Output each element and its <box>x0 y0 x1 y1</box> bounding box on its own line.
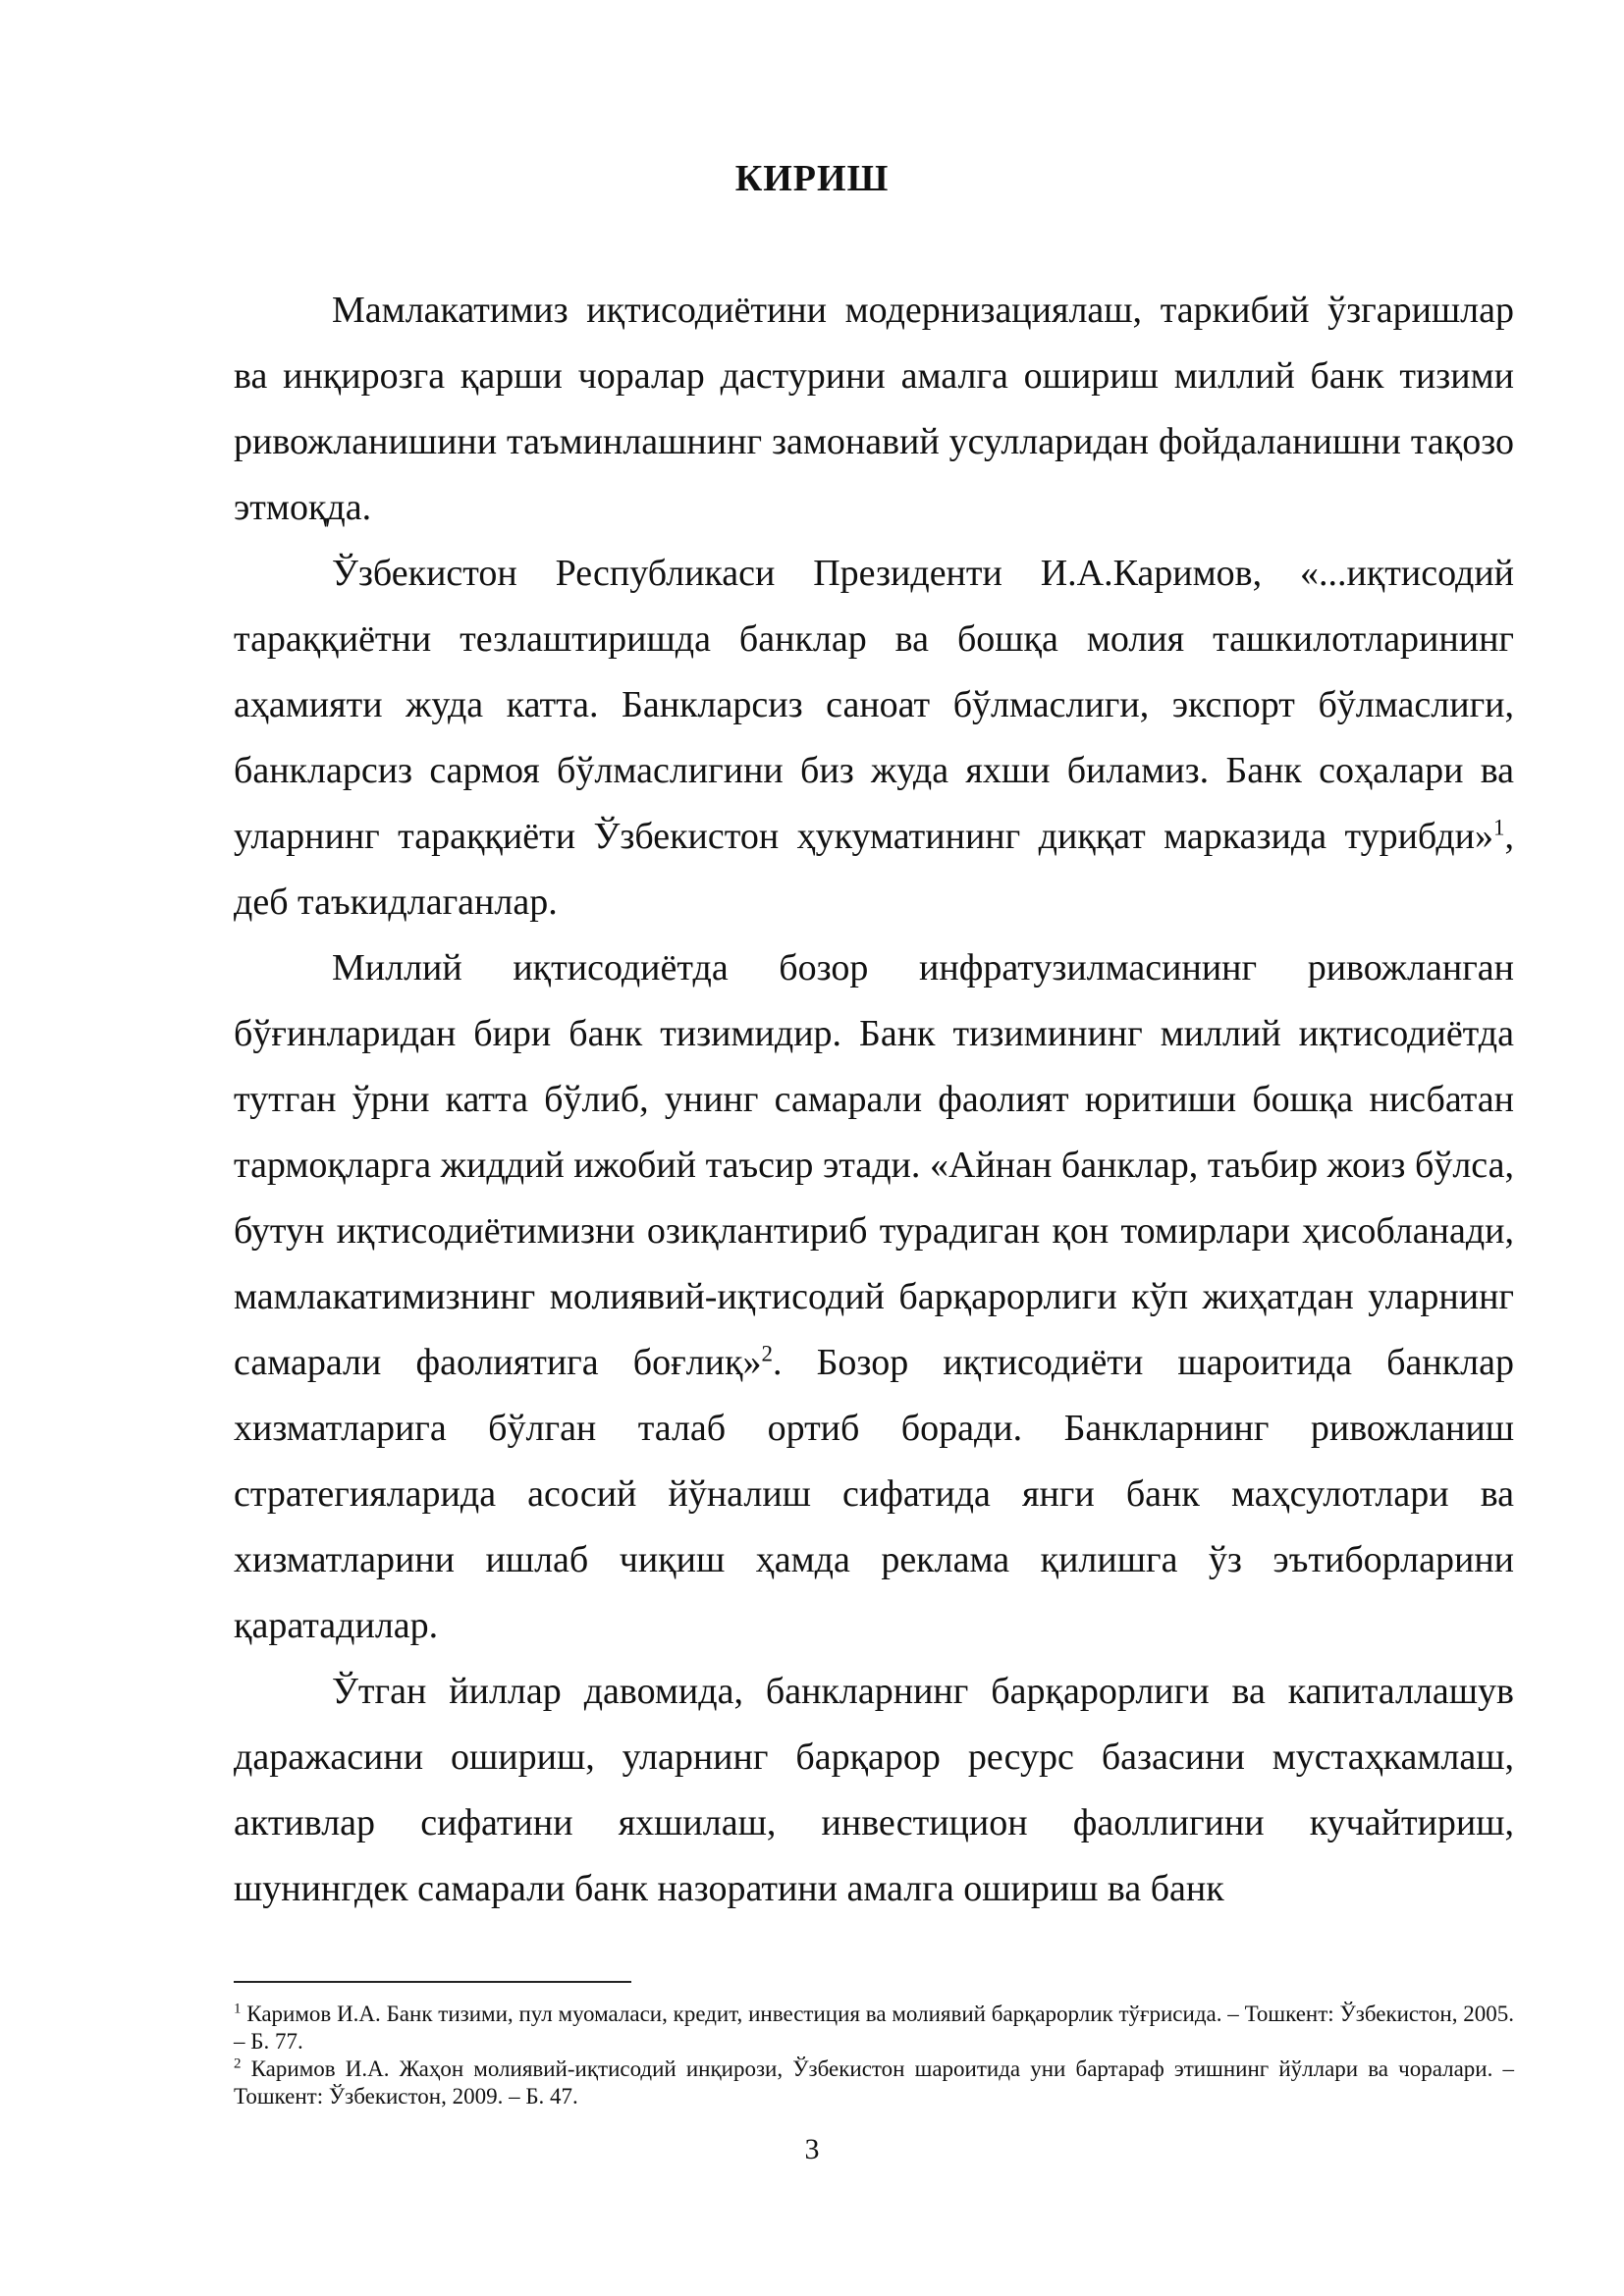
footnote-text: Каримов И.А. Жаҳон молиявий-иқтисодий инқирози, Ўзбекистон шароитида уни бартараф этишнинг йўллари ва чоралари. – Тошкент: Ўзбекистон, 2009. – Б. 47. <box>234 2056 1514 2109</box>
footnote-separator <box>234 1981 631 1983</box>
page-title: КИРИШ <box>734 158 890 199</box>
footnote-1 <box>234 2001 1514 2056</box>
paragraph-text: Ўтган йиллар давомида, банкларнинг барқарорлиги ва капиталлашув даражасини ошириш, уларнинг барқарор ресурс базасини мустаҳкамлаш, активлар сифатини яхшилаш, инвестицион фаоллигини кучайтириш, шунингдек самарали банк назоратини амалга ошириш ва банк <box>234 1671 1514 1909</box>
footnote-marker-1: 1 <box>234 2001 242 2017</box>
paragraph-text: Мамлакатимиз иқтисодиётини модернизациялаш, таркибий ўзгаришлар ва инқирозга қарши чоралар дастурини амалга ошириш миллий банк тизими ривожланишини таъминлашнинг замонавий усулларидан фойдаланишни тақозо этмоқда. <box>234 290 1514 528</box>
paragraph-text: , деб таъкидлаганлар. <box>234 816 1514 923</box>
footnote-ref-1[interactable]: 1 <box>1493 815 1505 840</box>
footnote-2 <box>234 2056 1514 2110</box>
paragraph-text: Ўзбекистон Республикаси Президенти И.А.Каримов, «...иқтисодий тараққиётни тезлаштиришда банклар ва бошқа молия ташкилотларининг аҳамияти жуда катта. Банкларсиз саноат бўлмаслиги, экспорт бўлмаслиги, банкларсиз сармоя бўлмаслигини биз жуда яхши биламиз. Банк соҳалари ва уларнинг тараққиёти Ўзбекистон ҳукуматининг диққат марказида турибди» <box>234 553 1514 857</box>
paragraph-text: Миллий иқтисодиётда бозор инфратузилмасининг ривожланган бўғинларидан бири банк тизимидир. Банк тизимининг миллий иқтисодиётда тутган ўрни катта бўлиб, унинг самарали фаолият юритиши бошқа нисбатан тармоқларга жиддий ижобий таъсир этади. «Айнан банклар, таъбир жоиз бўлса, бутун иқтисодиётимизни озиқлантириб турадиган қон томирлари ҳисобланади, мамлакатимизнинг молиявий-иқтисодий барқарорлиги кўп жиҳатдан уларнинг самарали фаолиятига боғлиқ» <box>234 947 1514 1383</box>
footnotes-section <box>234 1981 1514 2110</box>
paragraph-4 <box>234 1659 1514 1922</box>
paragraph-text: . Бозор иқтисодиёти шароитида банклар хизматларига бўлган талаб ортиб боради. Банкларнинг ривожланиш стратегияларида асосий йўналиш сифатида янги банк маҳсулотлари ва хизматларини ишлаб чиқиш ҳамда реклама қилишга ўз эътиборларини қаратадилар. <box>234 1342 1514 1646</box>
footnote-ref-2[interactable]: 2 <box>761 1341 773 1366</box>
footnote-marker-2: 2 <box>234 2056 242 2072</box>
page-number: 3 <box>804 2133 820 2165</box>
paragraph-3 <box>234 935 1514 1659</box>
paragraph-1 <box>234 278 1514 541</box>
body-text <box>234 278 1514 1922</box>
footnote-text: Каримов И.А. Банк тизими, пул муомаласи, кредит, инвестиция ва молиявий барқарорлик тўғрисида. – Тошкент: Ўзбекистон, 2005. – Б. 77. <box>234 2002 1514 2054</box>
paragraph-2 <box>234 541 1514 935</box>
